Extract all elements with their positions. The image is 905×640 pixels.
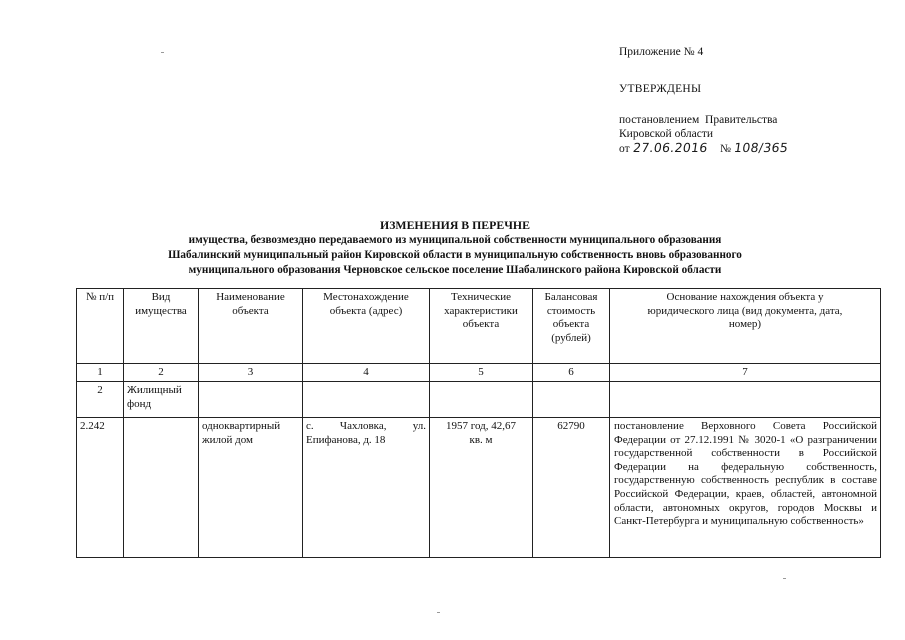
title-line-1: ИЗМЕНЕНИЯ В ПЕРЕЧНЕ: [380, 218, 530, 232]
date-prefix: от: [619, 143, 630, 155]
column-number: 5: [430, 364, 533, 382]
decree-line-1: постановлением Правительства: [619, 114, 778, 126]
header-basis: Основание нахождения объекта у юридического лица (вид документа, дата, номер): [610, 289, 881, 364]
handwritten-date: 27.06.2016: [631, 140, 709, 155]
decree-line-2: Кировской области: [619, 128, 714, 140]
column-number: 2: [124, 364, 199, 382]
table-row: [77, 418, 881, 558]
column-number-row: [77, 364, 881, 382]
column-number: 1: [77, 364, 124, 382]
item-basis: постановление Верховного Совета Российской Федерации от 27.12.1991 № 3020-1 «О разграничении государственной собственности в Российской Федерации на федеральную собственность, государственную собственность республик в составе Российской Федерации, краев, областей, автономной области, автономных округов, городов Москвы и Санкт-Петербурга и муниципальную собственность»: [610, 418, 881, 558]
item-value: 62790: [533, 418, 610, 558]
item-name: одноквартирный жилой дом: [199, 418, 303, 558]
group-type: Жилищный фонд: [124, 382, 199, 418]
item-specs: 1957 год, 42,67 кв. м: [430, 418, 533, 558]
appendix-label: Приложение № 4: [619, 46, 704, 58]
header-name: Наименование объекта: [199, 289, 303, 364]
header-type: Вид имущества: [124, 289, 199, 364]
title-line-4: муниципального образования Черновское сельское поселение Шабалинского района Кировской области: [188, 264, 722, 276]
header-specs: Технические характеристики объекта: [430, 289, 533, 364]
header-value: Балансовая стоимость объекта (рублей): [533, 289, 610, 364]
decree-date-line: [619, 141, 788, 156]
header-number: № п/п: [77, 289, 124, 364]
empty-cell: [303, 382, 430, 418]
item-number: 2.242: [77, 418, 124, 558]
group-number: 2: [77, 382, 124, 418]
empty-cell: [199, 382, 303, 418]
scan-speck: [161, 52, 164, 53]
property-table: [76, 288, 881, 558]
handwritten-number: 108/365: [732, 140, 789, 155]
column-number: 4: [303, 364, 430, 382]
column-number: 6: [533, 364, 610, 382]
scan-speck: [783, 578, 786, 579]
item-address: с. Чахловка, ул. Епифанова, д. 18: [303, 418, 430, 558]
empty-cell: [533, 382, 610, 418]
scan-speck: [437, 612, 440, 613]
empty-cell: [610, 382, 881, 418]
title-line-2: имущества, безвозмездно передаваемого из муниципальной собственности муниципального образования: [188, 234, 722, 246]
number-prefix: №: [719, 143, 731, 155]
group-row: [77, 382, 881, 418]
column-number: 7: [610, 364, 881, 382]
table-header-row: [77, 289, 881, 364]
empty-cell: [430, 382, 533, 418]
empty-cell: [124, 418, 199, 558]
approved-label: УТВЕРЖДЕНЫ: [619, 83, 702, 95]
header-address: Местонахождение объекта (адрес): [303, 289, 430, 364]
document-title: [60, 218, 850, 278]
title-line-3: Шабалинский муниципальный район Кировской области в муниципальную собственность вновь образованного: [168, 249, 742, 261]
column-number: 3: [199, 364, 303, 382]
